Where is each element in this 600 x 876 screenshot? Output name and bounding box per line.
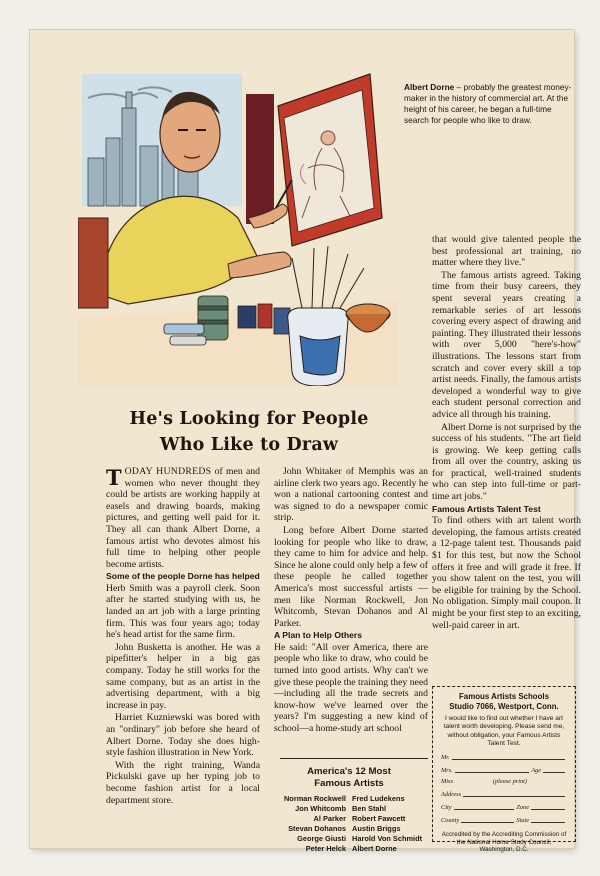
paragraph-continued: that would give talented people the best professional art training, no matter where they live." [432, 234, 581, 269]
name-field-row[interactable] [441, 752, 567, 761]
county-line[interactable] [461, 815, 514, 823]
intro-smallcaps: ODAY HUNDREDS [124, 466, 212, 477]
artist-name: Ben Stahl [352, 804, 387, 813]
zone-label: Zone [516, 804, 529, 812]
age-label: Age [531, 767, 541, 775]
artist-name: Norman Rockwell [283, 794, 346, 803]
drop-cap: T [106, 465, 122, 490]
subheading-talent-test: Famous Artists Talent Test [432, 503, 541, 514]
chair [78, 218, 108, 308]
county-field-row[interactable] [441, 815, 567, 824]
state-line[interactable] [531, 815, 565, 823]
artist-name: Jon Whitcomb [295, 804, 346, 813]
divider-rule [280, 758, 428, 759]
artist-name: Al Parker [313, 814, 346, 823]
paragraph-not-surprised: Albert Dorne is not surprised by the success of his students. "The art field is growing. We keep getting calls from all over the country, asking us for practical, well-trained students who can step into full-time or part-time art jobs." [432, 421, 581, 503]
magazine-page [30, 30, 581, 854]
headline-line-1: He's Looking for People [129, 409, 369, 429]
paragraph-john-whitaker: John Whitaker of Memphis was an airline clerk two years ago. Recently he won a national cartooning contest and was signed to do a newspaper comic strip. [274, 466, 428, 524]
city-line[interactable] [454, 802, 515, 810]
artist-name: Peter Helck [305, 844, 346, 853]
famous-artists-list [264, 766, 434, 854]
caption-name: Albert Dorne [404, 82, 455, 92]
artists-title [264, 766, 434, 790]
caption-text: – probably the greatest money-maker in the history of commercial art. At the height of his career, he began a full-time search for people who like to draw. [404, 82, 572, 125]
paragraph-john-busketta: John Busketta is another. He was a pipefitter's helper in a big gas company. Today he still works for the same company, but as an artist in the advertising department, with a big increase in pay. [106, 641, 260, 711]
column-2 [274, 466, 428, 736]
address-line[interactable] [463, 789, 565, 797]
paragraph-wanda: With the right training, Wanda Pickulski gave up her typing job to become fashion artist for a local department store. [106, 759, 260, 806]
coupon-heading [433, 692, 575, 712]
miss-label: Miss [441, 778, 453, 786]
caption [404, 82, 572, 126]
paragraph-famous-artists-agreed: The famous artists agreed. Taking time from their busy careers, they spent several years creating a remarkable series of art lessons covering every aspect of drawing and painting. They illustrated their lessons with over 5,000 "here's-how" illustrations. The lessons start from scratch and cover every skill a top artist needs. Finally, the famous artists developed a wonderful way to give each student personal correction and advice all through his training. [432, 269, 581, 420]
artist-name: Harold Von Schmidt [352, 834, 423, 843]
subheading-plan: A Plan to Help Others [274, 630, 363, 641]
miss-field-row[interactable] [441, 778, 567, 785]
coupon-fields [433, 748, 575, 824]
artists-title-line-2: Famous Artists [314, 778, 384, 789]
coupon-school-name: Famous Artists Schools [458, 692, 550, 701]
headline-line-2: Who Like to Draw [159, 435, 339, 455]
coupon-studio-address: Studio 7066, Westport, Conn. [449, 702, 559, 711]
age-line[interactable] [543, 765, 565, 773]
artist-illustration [78, 68, 398, 386]
artists-title-line-1: America's 12 Most [307, 766, 391, 777]
city-field-row[interactable] [441, 802, 567, 811]
artist-name: George Giusti [297, 834, 346, 843]
paragraph-talent-test: To find others with art talent worth developing, the famous artists created a 12-page talent test. Thousands paid $1 for this test, but now the School offers it free and will grade it free. If you show talent on the test, you will be eligible for training by the School. No obligation. Simply mail coupon. It might be your first step to an exciting, well-paid career in art. [432, 515, 581, 631]
address-label: Address [441, 791, 462, 799]
curtain [246, 94, 274, 224]
paragraph-harriet: Harriet Kuzniewski was bored with an "ordinary" job before she heard of Albert Dorne. Today she does high-style fashion illustration in New York. [106, 712, 260, 759]
headline [70, 406, 428, 458]
name-line-2[interactable] [455, 765, 529, 773]
county-label: County [441, 817, 460, 825]
subheading-helped: Some of the people Dorne has helped [106, 571, 260, 582]
paragraph-long-before: Long before Albert Dorne started looking for people who like to draw, they came to him for advice and help. Since he alone could only help a few of these people he called together America's most successful artists —men like Norman Rockwell, Jon Whitcomb, Stevan Dohanos and Al Parker. [274, 524, 428, 629]
zone-line[interactable] [531, 802, 565, 810]
column-1 [106, 466, 260, 807]
artist-name: Stevan Dohanos [288, 824, 346, 833]
mr-label: Mr. [441, 754, 450, 762]
artist-name: Austin Briggs [352, 824, 401, 833]
name-line[interactable] [452, 752, 565, 760]
coupon-body: I would like to find out whether I have art talent worth developing. Please send me, without obligation, your Famous Artists Talent Test. [443, 715, 565, 747]
paragraph-he-said: He said: "All over America, there are people who like to draw, who could be turned into good artists. Why can't we give these people the training they need—including all the trade secrets and know-how we've learned over the years? I'm suggesting a new kind of school—a home-study art school [274, 641, 428, 734]
coupon-accreditation: Accredited by the Accrediting Commission of the National Home Study Council, Washington, D.C. [441, 831, 567, 854]
please-print-label: (please print) [492, 778, 527, 786]
column-3 [432, 234, 581, 632]
artist-name: Fred Ludekens [352, 794, 405, 803]
paragraph-herb-smith: Herb Smith was a payroll clerk. Soon after he started studying with us, he landed an art job with a large printing firm. This was four years ago; today he's head artist for the same firm. [106, 582, 260, 641]
intro-text: of men and women who never thought they could be artists are working happily at easels and drawing boards, making pictures, and getting well paid for it. They all can thank Albert Dorne, a famous artist who devotes almost his full time to helping other people become artists. [106, 466, 260, 570]
artists-grid [264, 794, 434, 854]
mail-coupon[interactable] [432, 686, 576, 854]
artist-name: Albert Dorne [352, 844, 397, 853]
city-label: City [441, 804, 452, 812]
state-label: State [516, 817, 529, 825]
artist-name: Robert Fawcett [352, 814, 406, 823]
address-field-row[interactable] [441, 789, 567, 798]
intro-paragraph [106, 466, 260, 570]
mrs-field-row[interactable] [441, 765, 567, 774]
mrs-label: Mrs. [441, 767, 453, 775]
